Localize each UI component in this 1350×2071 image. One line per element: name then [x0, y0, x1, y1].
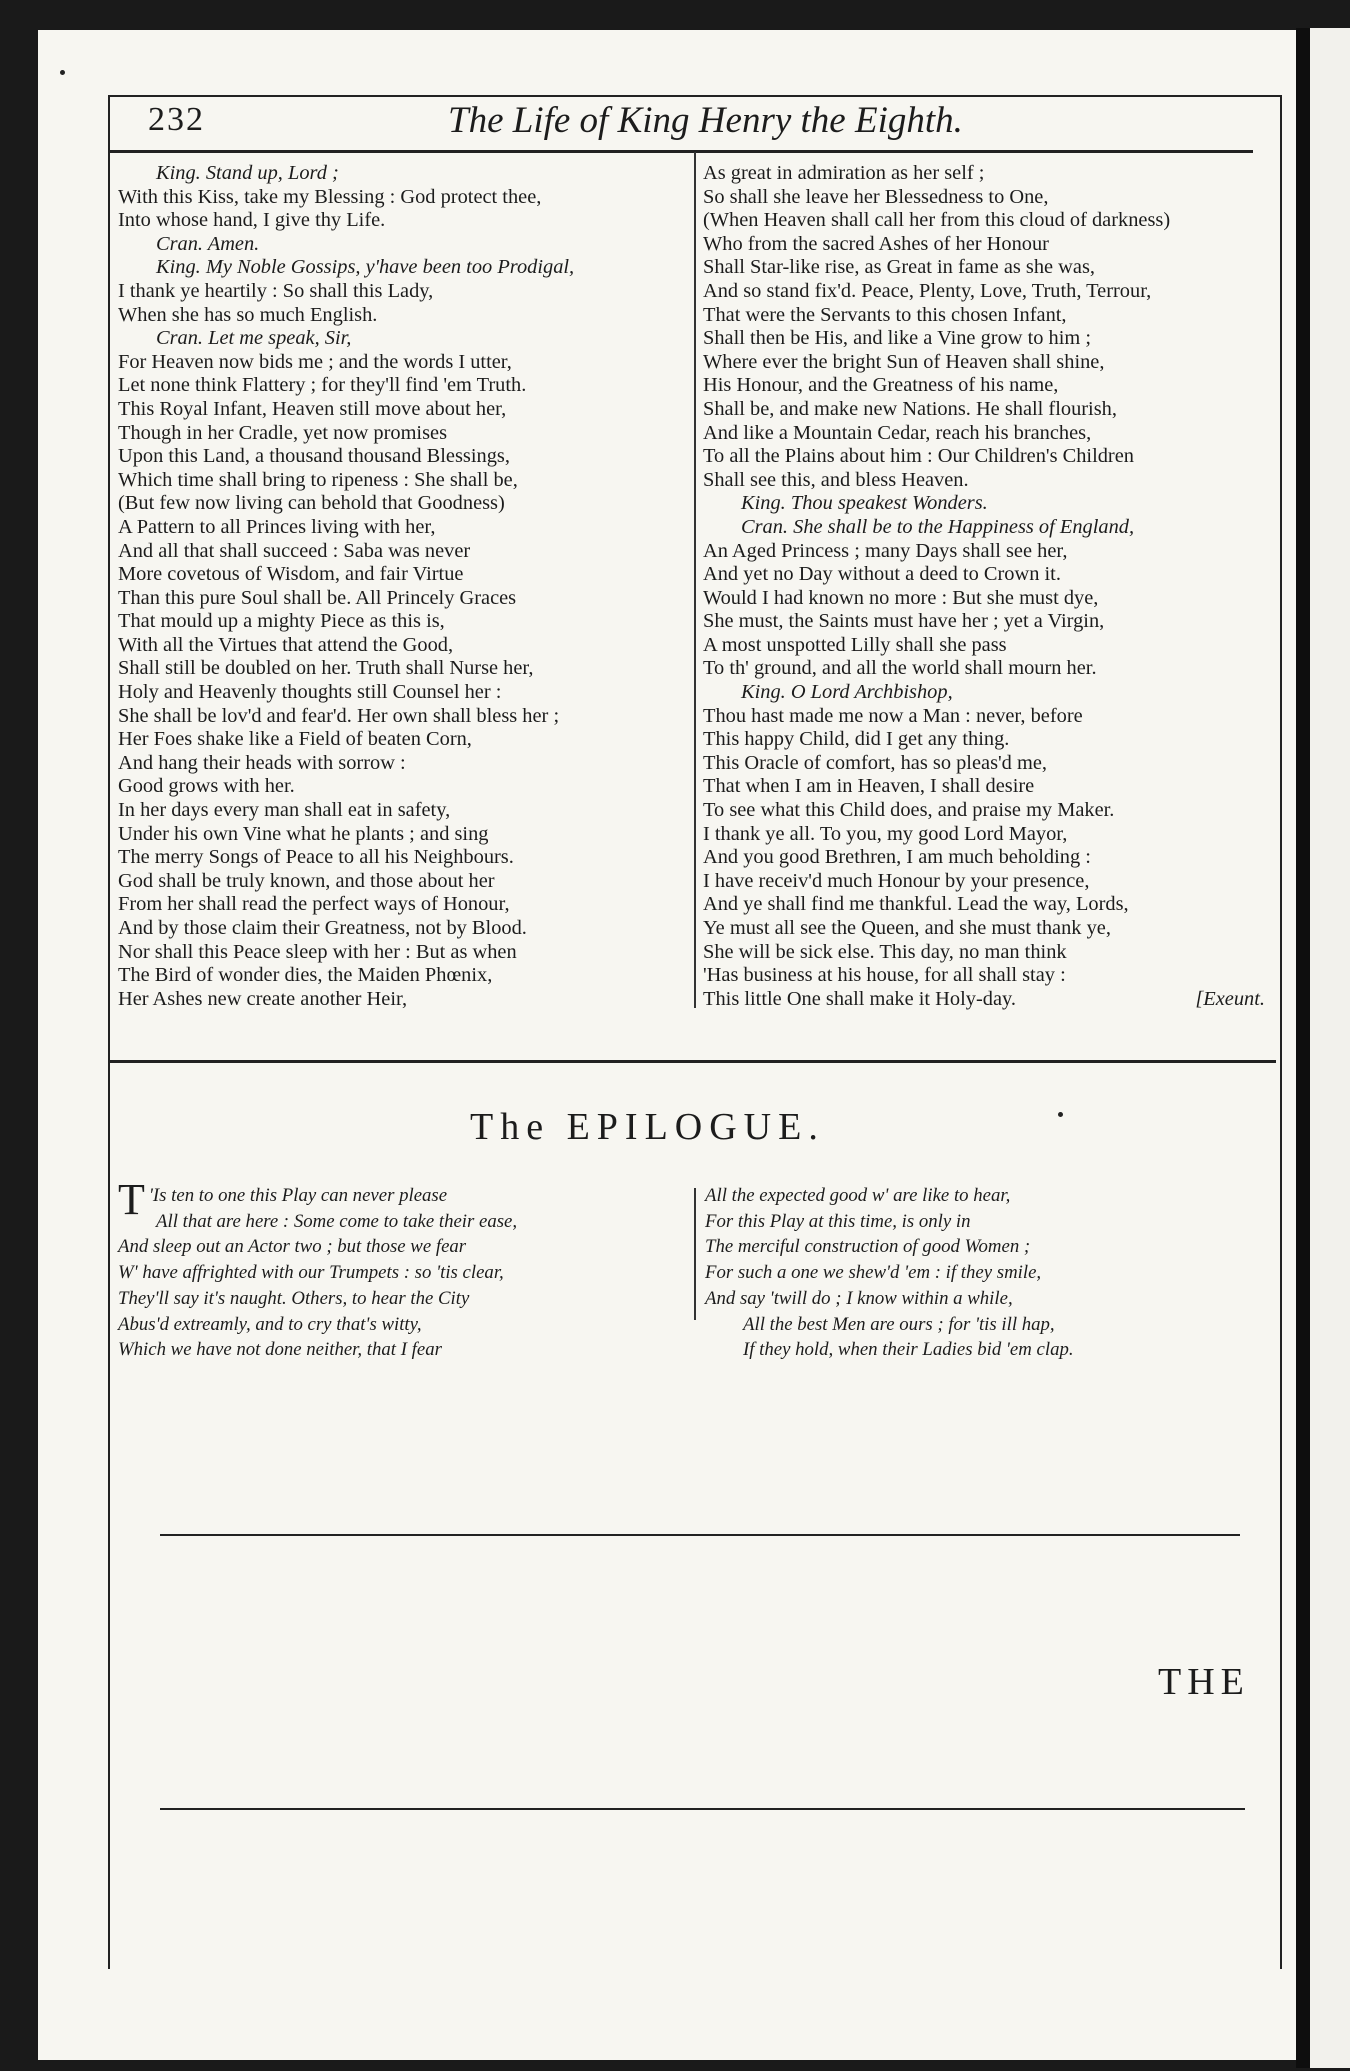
- verse-line: I thank ye heartily : So shall this Lady,: [118, 279, 434, 302]
- ornament-rule-top: [160, 1534, 1240, 1536]
- verse-line: Shall still be doubled on her. Truth shall Nurse her,: [118, 657, 534, 680]
- epilogue-line: They'll say it's naught. Others, to hear the City: [118, 1287, 470, 1309]
- speaker-line: King. My Noble Gossips, y'have been too Prodigal,: [156, 256, 575, 279]
- epilogue-line: W' have affrighted with our Trumpets : so 'tis clear,: [118, 1262, 504, 1284]
- speaker-line: King. Thou speakest Wonders.: [741, 492, 988, 515]
- verse-line: And hang their heads with sorrow :: [118, 751, 406, 774]
- verse-line: A most unspotted Lilly shall she pass: [703, 633, 1007, 656]
- text-column-right: [703, 162, 1273, 1011]
- epilogue-title: The EPILOGUE.: [470, 1106, 825, 1148]
- verse-line: And so stand fix'd. Peace, Plenty, Love, Truth, Terrour,: [703, 279, 1152, 302]
- verse-line: An Aged Princess ; many Days shall see her,: [703, 539, 1068, 562]
- verse-line: Let none think Flattery ; for they'll find 'em Truth.: [118, 374, 527, 397]
- verse-line: To th' ground, and all the world shall mourn her.: [703, 657, 1097, 680]
- speaker-line: Cran. Let me speak, Sir,: [156, 327, 352, 350]
- speaker-line: King. Stand up, Lord ;: [156, 162, 339, 184]
- epilogue-column-left: [118, 1175, 678, 1363]
- verse-line: Who from the sacred Ashes of her Honour: [703, 232, 1049, 255]
- ornament-rule-bottom: [160, 1808, 1245, 1810]
- speaker-line: Cran. She shall be to the Happiness of England,: [741, 515, 1135, 538]
- verse-line: This Royal Infant, Heaven still move about her,: [118, 397, 507, 420]
- verse-line: Good grows with her.: [118, 775, 295, 798]
- verse-line: That mould up a mighty Piece as this is,: [118, 610, 445, 633]
- verse-line: She shall be lov'd and fear'd. Her own shall bless her ;: [118, 704, 560, 727]
- verse-line: This happy Child, did I get any thing.: [703, 728, 1010, 751]
- verse-line: With this Kiss, take my Blessing : God protect thee,: [118, 185, 542, 208]
- verse-line: And ye shall find me thankful. Lead the way, Lords,: [703, 893, 1129, 916]
- drop-cap: T: [118, 1175, 145, 1224]
- verse-line: And by those claim their Greatness, not by Blood.: [118, 917, 527, 939]
- epilogue-line-text: 'Is ten to one this Play can never please: [148, 1185, 448, 1206]
- epilogue-line: Abus'd extreamly, and to cry that's witty,: [118, 1313, 422, 1335]
- verse-line: Ye must all see the Queen, and she must thank ye,: [703, 917, 1111, 939]
- verse-line: Where ever the bright Sun of Heaven shall shine,: [703, 350, 1105, 373]
- verse-line: That when I am in Heaven, I shall desire: [703, 775, 1035, 798]
- verse-line: This little One shall make it Holy-day. [Exeunt.: [703, 987, 1265, 1010]
- header-rule: [108, 150, 1253, 153]
- verse-line: This Oracle of comfort, has so pleas'd me,: [703, 751, 1047, 774]
- verse-line: (But few now living can behold that Goodness): [118, 492, 505, 515]
- verse-line: She must, the Saints must have her ; yet a Virgin,: [703, 610, 1105, 633]
- verse-line: Shall be, and make new Nations. He shall flourish,: [703, 397, 1117, 420]
- verse-line: A Pattern to all Princes living with her,: [118, 515, 436, 538]
- verse-line: To all the Plains about him : Our Children's Children: [703, 445, 1134, 468]
- verse-line: That were the Servants to this chosen Infant,: [703, 303, 1067, 326]
- column-divider: [694, 152, 696, 1008]
- verse-line: I thank ye all. To you, my good Lord Mayor,: [703, 822, 1068, 845]
- section-rule: [108, 1060, 1276, 1063]
- verse-line: She will be sick else. This day, no man think: [703, 940, 1067, 963]
- speaker-line: Cran. Amen.: [156, 232, 260, 255]
- epilogue-line: For such a one we shew'd 'em : if they smile,: [705, 1262, 1042, 1284]
- verse-line: Under his own Vine what he plants ; and sing: [118, 822, 489, 845]
- verse-line: More covetous of Wisdom, and fair Virtue: [118, 563, 464, 586]
- verse-line: His Honour, and the Greatness of his name,: [703, 374, 1059, 397]
- page-number: 232: [148, 101, 205, 138]
- verse-line: The Bird of wonder dies, the Maiden Phœnix,: [118, 964, 493, 987]
- verse-line: Shall see this, and bless Heaven.: [703, 468, 969, 491]
- epilogue-line: For this Play at this time, is only in: [705, 1210, 971, 1232]
- text-column-left: [118, 162, 698, 1011]
- verse-line: For Heaven now bids me ; and the words I utter,: [118, 350, 512, 373]
- verse-line: Though in her Cradle, yet now promises: [118, 421, 448, 444]
- epilogue-line: And say 'twill do ; I know within a while,: [705, 1287, 1013, 1309]
- epilogue-line: All the expected good w' are like to hear,: [705, 1185, 1011, 1206]
- epilogue-line: If they hold, when their Ladies bid 'em clap.: [743, 1339, 1074, 1361]
- epilogue-line: Which we have not done neither, that I fear: [118, 1339, 442, 1361]
- verse-line: Her Ashes new create another Heir,: [118, 987, 408, 1010]
- gutter-shadow: [1296, 28, 1310, 2068]
- catchword: THE: [1158, 1661, 1250, 1703]
- verse-line: Would I had known no more : But she must dye,: [703, 586, 1099, 609]
- verse-line: 'Has business at his house, for all shall stay :: [703, 964, 1066, 987]
- verse-line: From her shall read the perfect ways of Honour,: [118, 893, 510, 916]
- verse-line: Which time shall bring to ripeness : She shall be,: [118, 468, 518, 491]
- verse-line: When she has so much English.: [118, 303, 378, 326]
- verse-line: God shall be truly known, and those about her: [118, 869, 495, 892]
- verse-line: Than this pure Soul shall be. All Princely Graces: [118, 586, 517, 609]
- verse-line: So shall she leave her Blessedness to One,: [703, 185, 1049, 208]
- verse-line: Her Foes shake like a Field of beaten Corn,: [118, 728, 472, 751]
- epilogue-line: All that are here : Some come to take their ease,: [156, 1210, 518, 1232]
- epilogue-line: All the best Men are ours ; for 'tis ill hap,: [743, 1313, 1055, 1335]
- verse-line: As great in admiration as her self ;: [703, 162, 985, 184]
- verse-line: Shall then be His, and like a Vine grow to him ;: [703, 327, 1092, 350]
- next-page-edge: [1310, 28, 1350, 2068]
- verse-line: And all that shall succeed : Saba was never: [118, 539, 471, 562]
- stage-direction: [Exeunt.: [1195, 987, 1265, 1010]
- verse-line: Upon this Land, a thousand thousand Blessings,: [118, 445, 510, 468]
- verse-line: Thou hast made me now a Man : never, before: [703, 704, 1083, 727]
- verse-line: To see what this Child does, and praise my Maker.: [703, 799, 1115, 822]
- verse-line: (When Heaven shall call her from this cloud of darkness): [703, 209, 1171, 232]
- verse-line: In her days every man shall eat in safety,: [118, 799, 451, 822]
- verse-line: And like a Mountain Cedar, reach his branches,: [703, 421, 1092, 444]
- verse-line: And you good Brethren, I am much beholding :: [703, 846, 1091, 869]
- verse-line: I have receiv'd much Honour by your presence,: [703, 869, 1090, 892]
- verse-line: And yet no Day without a deed to Crown it.: [703, 563, 1061, 586]
- verse-line: Holy and Heavenly thoughts still Counsel her :: [118, 681, 502, 704]
- verse-line: With all the Virtues that attend the Good,: [118, 633, 454, 656]
- verse-line: Shall Star-like rise, as Great in fame as she was,: [703, 256, 1095, 279]
- speck: [1058, 1112, 1063, 1117]
- epilogue-line: The merciful construction of good Women ;: [705, 1236, 1031, 1258]
- epilogue-column-right: [705, 1183, 1265, 1363]
- epilogue-line: And sleep out an Actor two ; but those we fear: [118, 1236, 467, 1258]
- speaker-line: King. O Lord Archbishop,: [741, 681, 953, 704]
- speck: [60, 70, 65, 75]
- epilogue-divider: [694, 1188, 696, 1320]
- verse-line: Nor shall this Peace sleep with her : But as when: [118, 940, 517, 963]
- verse-line: The merry Songs of Peace to all his Neighbours.: [118, 846, 514, 869]
- running-title: The Life of King Henry the Eighth.: [448, 100, 963, 141]
- verse-line: Into whose hand, I give thy Life.: [118, 209, 386, 232]
